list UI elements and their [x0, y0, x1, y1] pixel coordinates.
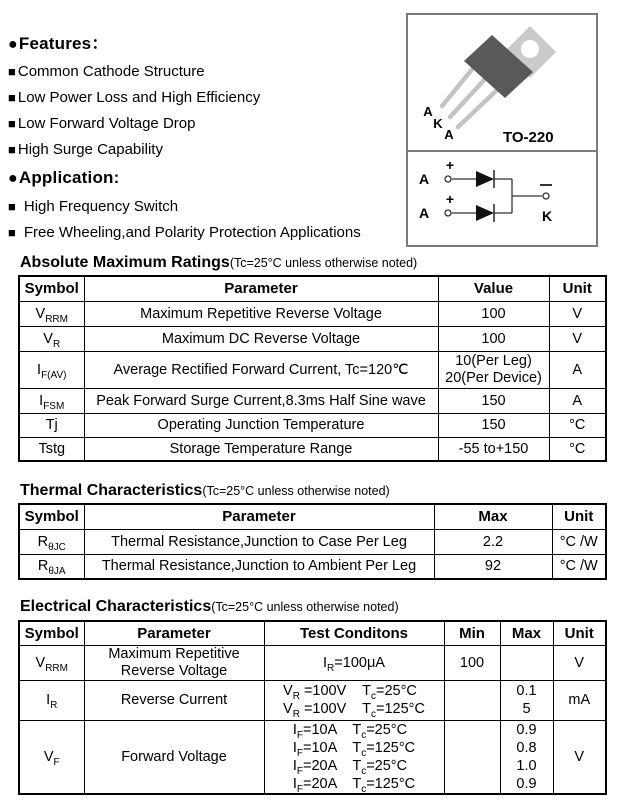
feature-item-label: Low Forward Voltage Drop — [17, 115, 196, 132]
value-cell: 100 — [438, 326, 549, 351]
mounting-hole-icon — [521, 40, 539, 58]
electrical-table — [18, 620, 607, 795]
symbol-cell: $I_R$ — [19, 680, 84, 720]
min-cell: 100 — [444, 645, 500, 680]
feature-item-label: Common Cathode Structure — [17, 63, 205, 80]
table-row — [19, 413, 606, 437]
feature-item — [8, 111, 404, 137]
lead-3 — [458, 89, 498, 127]
condition-line: $I_R=100\mu A$ — [323, 654, 385, 674]
column-header: Max — [500, 621, 553, 645]
table-row — [19, 351, 606, 388]
package-name-label: TO-220 — [503, 129, 554, 146]
table-row — [19, 720, 606, 794]
package-drawing — [408, 15, 596, 152]
parameter-cell: Forward Voltage — [84, 720, 264, 794]
symbol-cell: $I_{F(AV)}$ — [19, 351, 84, 388]
max-line: 0.9 — [516, 775, 537, 792]
min-cell — [444, 720, 500, 794]
conditions-cell — [264, 645, 444, 680]
symbol-cell: Tj — [19, 413, 84, 437]
unit-cell: °C /W — [552, 529, 606, 554]
parameter-cell: Average Rectified Forward Current, Tc=120℃ — [84, 351, 438, 388]
application-item — [8, 194, 404, 220]
parameter-cell: Reverse Current — [84, 680, 264, 720]
feature-item-label: High Surge Capability — [17, 141, 163, 158]
abs-max-heading — [20, 254, 417, 272]
square-bullet-icon: ■ — [8, 225, 16, 240]
unit-cell: mA — [553, 680, 606, 720]
value-line: 20(Per Device) — [445, 369, 542, 386]
table-header-row — [19, 276, 606, 301]
abs-max-title: Absolute Maximum Ratings — [20, 254, 230, 271]
schematic-drawing — [408, 152, 596, 243]
diode2-icon — [476, 205, 494, 221]
condition-line: $V_R =100V$ $T_c=125^\circ C$ — [283, 701, 425, 720]
plus-sign-2: + — [445, 191, 455, 207]
unit-cell: V — [549, 301, 606, 326]
application-item-label: High Frequency Switch — [23, 198, 179, 215]
condition-line: $I_F=20A$ $T_c=125^\circ C$ — [292, 775, 416, 794]
symbol-cell: $V_{RRM}$ — [19, 301, 84, 326]
table-row — [19, 529, 606, 554]
max-cell — [500, 680, 553, 720]
dot-bullet-icon: ● — [8, 36, 18, 53]
column-header: Parameter — [84, 504, 434, 529]
column-header: Min — [444, 621, 500, 645]
table-row — [19, 554, 606, 579]
symbol-cell: Tstg — [19, 437, 84, 461]
thermal-heading — [20, 482, 390, 500]
column-header: Value — [438, 276, 549, 301]
terminal-cathode-icon — [543, 193, 549, 199]
min-cell — [444, 680, 500, 720]
value-cell: -55 to+150 — [438, 437, 549, 461]
thermal-table — [18, 503, 607, 580]
unit-cell: V — [549, 326, 606, 351]
column-header: Symbol — [19, 276, 84, 301]
column-header: Unit — [549, 276, 606, 301]
lead-2 — [450, 78, 486, 117]
lead-1 — [442, 67, 474, 106]
to220-package-illustration — [408, 15, 596, 148]
schematic-anode1-label: A — [418, 171, 430, 187]
symbol-cell: $R_{\theta JC}$ — [19, 529, 84, 554]
condition-line: $V_R =100V$ $T_c=25^\circ C$ — [283, 683, 417, 702]
max-line: 1.0 — [516, 757, 537, 774]
parameter-cell: Operating Junction Temperature — [84, 413, 438, 437]
table-row — [19, 326, 606, 351]
schematic-anode2-label: A — [418, 205, 430, 221]
max-cell: 2.2 — [434, 529, 552, 554]
pin-label-cathode: K — [433, 116, 443, 131]
symbol-cell: $R_{\theta JA}$ — [19, 554, 84, 579]
parameter-cell: Maximum Repetitive Reverse Voltage — [84, 301, 438, 326]
unit-cell: A — [549, 388, 606, 413]
value-cell — [438, 351, 549, 388]
parameter-cell: Thermal Resistance,Junction to Case Per Leg — [84, 529, 434, 554]
parameter-cell: Thermal Resistance,Junction to Ambient Per Leg — [84, 554, 434, 579]
electrical-title: Electrical Characteristics — [20, 598, 212, 615]
value-cell: 100 — [438, 301, 549, 326]
unit-cell: V — [553, 645, 606, 680]
square-bullet-icon: ■ — [8, 90, 16, 105]
condition-line: $I_F=10A$ $T_c=125^\circ C$ — [292, 739, 416, 759]
thermal-title: Thermal Characteristics — [20, 482, 203, 499]
features-section — [8, 30, 404, 246]
square-bullet-icon: ■ — [8, 142, 16, 157]
terminal-anode2-icon — [445, 210, 451, 216]
application-item — [8, 220, 404, 246]
column-header: Unit — [553, 621, 606, 645]
feature-item — [8, 137, 404, 163]
common-cathode-schematic — [408, 152, 596, 241]
condition-line: $I_F=10A$ $T_c=25^\circ C$ — [292, 721, 408, 741]
unit-cell: A — [549, 351, 606, 388]
table-row — [19, 645, 606, 680]
value-cell: 150 — [438, 388, 549, 413]
package-figure-box — [406, 13, 598, 247]
conditions-cell — [264, 720, 444, 794]
feature-item — [8, 85, 404, 111]
table-header-row — [19, 621, 606, 645]
max-cell — [500, 645, 553, 680]
table-row — [19, 388, 606, 413]
table-row — [19, 680, 606, 720]
schematic-wires — [445, 170, 552, 222]
electrical-note: (Tc=25°C unless otherwise noted) — [211, 600, 399, 614]
electrical-heading — [20, 598, 399, 616]
symbol-cell: $V_{RRM}$ — [19, 645, 84, 680]
max-line: 5 — [522, 701, 531, 717]
unit-cell: °C — [549, 437, 606, 461]
diode1-icon — [476, 171, 494, 187]
parameter-line: Maximum Repetitive — [108, 645, 240, 662]
column-header: Symbol — [19, 621, 84, 645]
dot-bullet-icon: ● — [8, 170, 18, 187]
table-row — [19, 437, 606, 461]
column-header: Unit — [552, 504, 606, 529]
unit-cell: °C /W — [552, 554, 606, 579]
parameter-cell: Storage Temperature Range — [84, 437, 438, 461]
value-line: 10(Per Leg) — [455, 352, 532, 369]
column-header: Parameter — [84, 621, 264, 645]
conditions-cell — [264, 680, 444, 720]
column-header: Symbol — [19, 504, 84, 529]
feature-item — [8, 59, 404, 85]
max-cell — [500, 720, 553, 794]
symbol-cell: $V_R$ — [19, 326, 84, 351]
column-header: Parameter — [84, 276, 438, 301]
table-header-row — [19, 504, 606, 529]
parameter-cell: Peak Forward Surge Current,8.3ms Half Sine wave — [84, 388, 438, 413]
parameter-cell — [84, 645, 264, 680]
max-line: 0.9 — [516, 721, 537, 738]
feature-item-label: Low Power Loss and High Efficiency — [17, 89, 261, 106]
pin-label-anode2: A — [444, 127, 454, 142]
abs-max-note: (Tc=25°C unless otherwise noted) — [229, 256, 418, 270]
abs-max-table — [18, 275, 607, 462]
max-cell: 92 — [434, 554, 552, 579]
plus-sign-1: + — [445, 157, 455, 173]
application-item-label: Free Wheeling,and Polarity Protection Applications — [23, 224, 361, 241]
square-bullet-icon: ■ — [8, 116, 16, 131]
features-heading — [8, 30, 404, 59]
column-header: Max — [434, 504, 552, 529]
parameter-cell: Maximum DC Reverse Voltage — [84, 326, 438, 351]
unit-cell: V — [553, 720, 606, 794]
max-line: 0.1 — [516, 683, 537, 699]
features-heading-label: Features： — [18, 34, 109, 53]
symbol-cell: $I_{FSM}$ — [19, 388, 84, 413]
column-header: Test Conditons — [264, 621, 444, 645]
thermal-note: (Tc=25°C unless otherwise noted) — [202, 484, 390, 498]
table-row — [19, 301, 606, 326]
pin-label-anode1: A — [423, 104, 433, 119]
unit-cell: °C — [549, 413, 606, 437]
condition-line: $I_F=20A$ $T_c=25^\circ C$ — [292, 757, 408, 777]
application-heading — [8, 163, 404, 194]
application-heading-label: Application: — [18, 168, 120, 187]
value-cell: 150 — [438, 413, 549, 437]
parameter-line: Reverse Voltage — [120, 662, 228, 679]
terminal-anode1-icon — [445, 176, 451, 182]
max-line: 0.8 — [516, 739, 537, 756]
schematic-cathode-label: K — [541, 208, 553, 224]
square-bullet-icon: ■ — [8, 199, 16, 214]
square-bullet-icon: ■ — [8, 64, 16, 79]
symbol-cell: $V_F$ — [19, 720, 84, 794]
